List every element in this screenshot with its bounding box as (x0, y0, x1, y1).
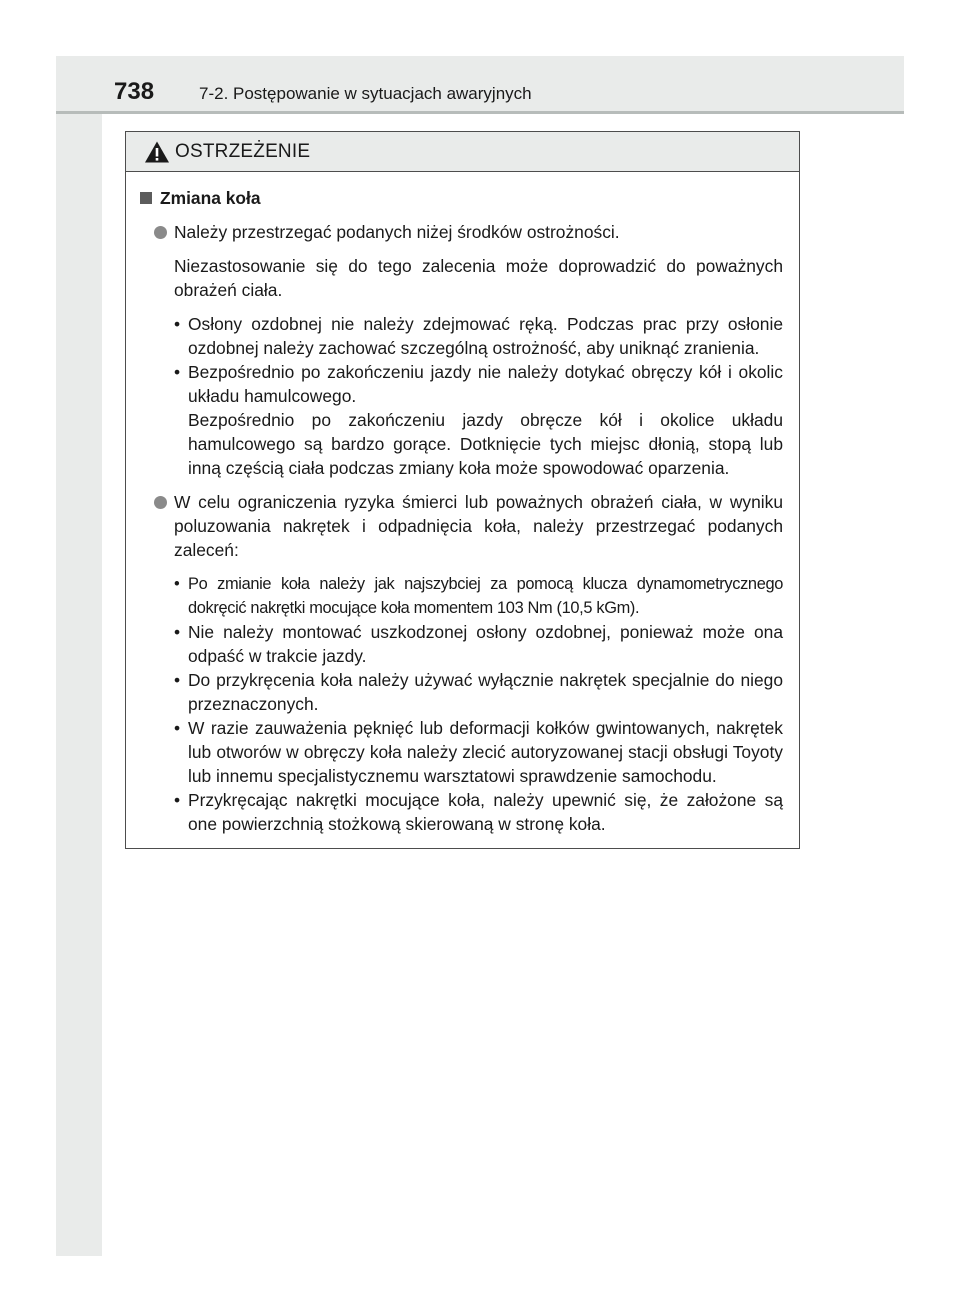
bullet-dot: • (174, 575, 180, 593)
warning-item (140, 220, 783, 480)
list-item (174, 360, 783, 480)
warning-body (126, 172, 799, 836)
warning-header (126, 132, 799, 172)
bullet-dot: • (174, 622, 181, 642)
warning-title: OSTRZEŻENIE (175, 140, 311, 162)
list-item-text: Bezpośrednio po zakończeniu jazdy nie należy dotykać obręczy kół i okolic układu hamulcowego. (188, 362, 783, 406)
list-item-text: Osłony ozdobnej nie należy zdejmować ręką. Podczas prac przy osłonie ozdobnej należy zachować szczególną ostrożność, aby uniknąć zranienia. (188, 314, 783, 358)
bullet-dot: • (174, 718, 181, 738)
list-item-extra: Bezpośrednio po zakończeniu jazdy obręcze kół i okolice układu hamulcowego są bardzo gorące. Dotknięcie tych miejsc dłonią, stopą lub inną częścią ciała podczas zmiany koła może spowodować oparzenia. (188, 410, 783, 478)
warning-triangle-icon (144, 140, 170, 164)
item-lead: Należy przestrzegać podanych niżej środków ostrożności. (174, 222, 620, 242)
list-item (174, 668, 783, 716)
list-item (174, 788, 783, 836)
list-item-text: Przykręcając nakrętki mocujące koła, należy upewnić się, że założone są one powierzchnią stożkową skierowaną w stronę koła. (188, 790, 783, 834)
item-paragraph: Niezastosowanie się do tego zalecenia może doprowadzić do poważnych obrażeń ciała. (174, 256, 783, 300)
bullet-dot: • (174, 790, 181, 810)
bullet-dot: • (174, 362, 181, 382)
list-item-text: W razie zauważenia pęknięć lub deformacji kołków gwintowanych, nakrętek lub otworów w obręczy koła należy zlecić autoryzowanej stacji obsługi Toyoty lub innemu specjalistycznemu warsztatowi sprawdzenie samochodu. (188, 718, 783, 786)
list-item (174, 716, 783, 788)
list-item (174, 572, 783, 620)
section-heading-text: Zmiana koła (160, 188, 261, 208)
bullet-dot: • (174, 670, 181, 690)
list-item (174, 312, 783, 360)
item-lead: W celu ograniczenia ryzyka śmierci lub poważnych obrażeń ciała, w wyniku poluzowania nakrętek i odpadnięcia koła, należy przestrzegać podanych zaleceń: (174, 492, 783, 560)
section-title: 7-2. Postępowanie w sytuacjach awaryjnych (199, 84, 532, 103)
circle-bullet-icon (154, 226, 167, 239)
circle-bullet-icon (154, 496, 167, 509)
page-margin-strip (56, 56, 102, 1256)
list-item (174, 620, 783, 668)
list-item-text: Po zmianie koła należy jak najszybciej za pomocą klucza dynamometrycznego dokręcić nakrętki mocujące koła momentem 103 Nm (10,5 kGm). (188, 575, 783, 617)
list-item-text: Nie należy montować uszkodzonej osłony ozdobnej, ponieważ może ona odpaść w trakcie jazdy. (188, 622, 783, 666)
warning-box (125, 131, 800, 849)
page-header (56, 56, 904, 114)
bullet-dot: • (174, 314, 181, 334)
bullet-list (174, 312, 783, 480)
warning-item (140, 490, 783, 836)
list-item-text: Do przykręcenia koła należy używać wyłącznie nakrętek specjalnie do niego przeznaczonych. (188, 670, 783, 714)
section-heading (140, 186, 783, 210)
page-number: 738 (114, 78, 155, 105)
square-bullet-icon (140, 192, 152, 204)
bullet-list (174, 572, 783, 836)
